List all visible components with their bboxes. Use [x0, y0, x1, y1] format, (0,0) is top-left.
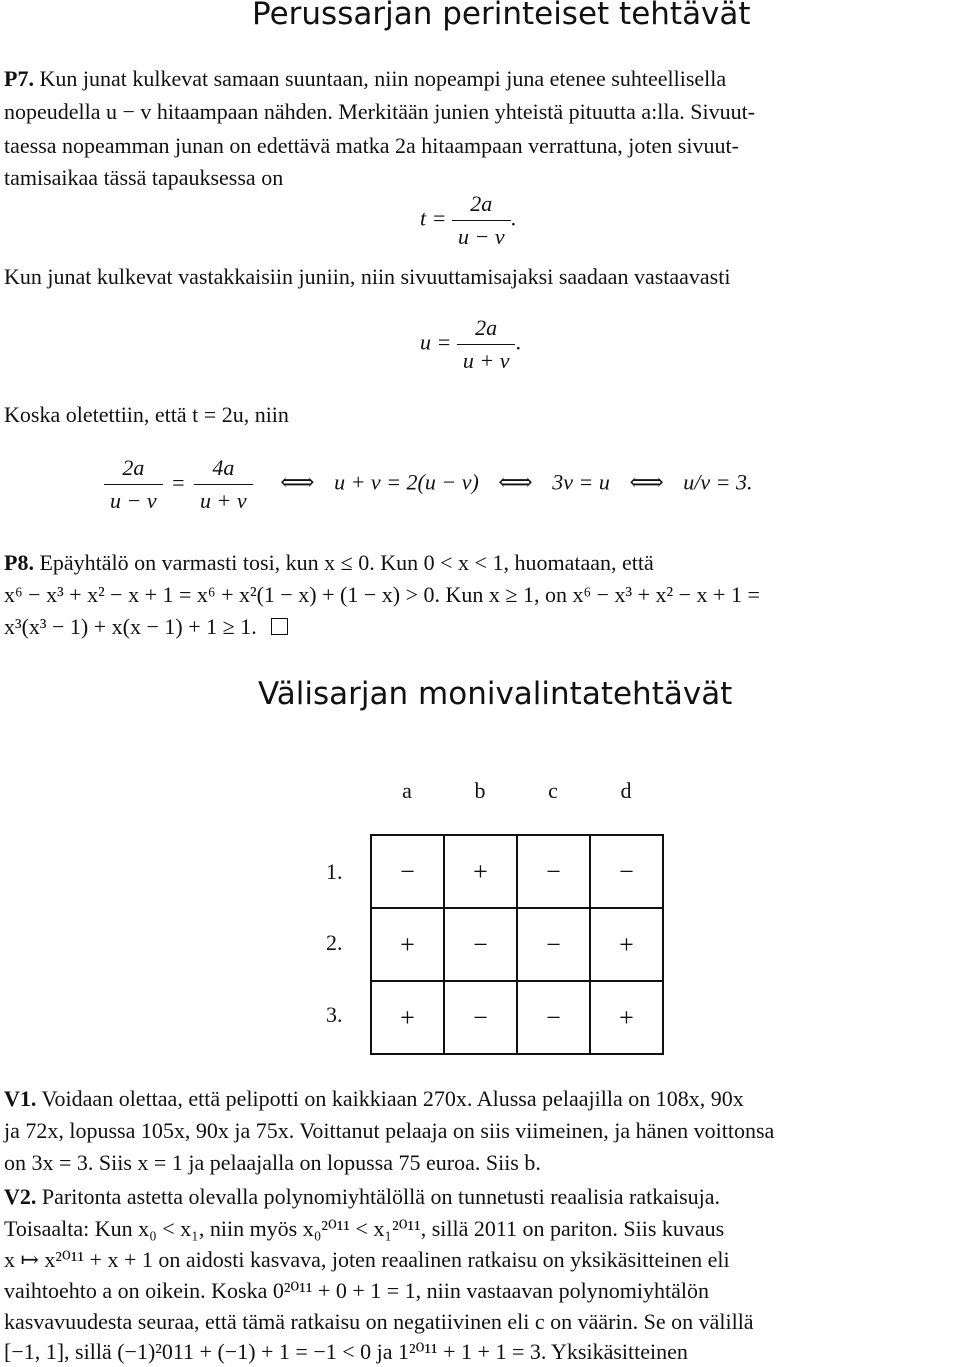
table-row [371, 981, 663, 1054]
table-cell: − [517, 835, 590, 908]
table-cell: + [371, 981, 444, 1054]
section-title: Perussarjan perinteiset tehtävät [252, 0, 751, 32]
eq-lhs: u = [420, 329, 452, 355]
problem-label: P7. [4, 66, 34, 91]
table-cell: − [444, 981, 517, 1054]
eq-step: u + v = 2(u − v) [334, 469, 479, 495]
column-header: d [620, 778, 632, 803]
p7-text: Kun junat kulkevat samaan suuntaan, niin nopeampi juna etenee suhteellisella [39, 66, 727, 91]
v2-text: Paritonta astetta olevalla polynomiyhtälöllä on tunnetusti reaalisia ratkaisuja. [41, 1184, 721, 1209]
numerator: 2a [104, 452, 163, 485]
p7-line-4: tamisaikaa tässä tapauksessa on [4, 165, 284, 190]
v1-line-2: ja 72x, lopussa 105x, 90x ja 75x. Voittanut pelaaja on siis viimeinen, ja hänen voittonsa [4, 1118, 775, 1143]
numerator: 2a [452, 188, 511, 221]
equals-sign: = [172, 469, 185, 495]
p7-line-3: taessa nopeamman junan on edettävä matka 2a hitaampaan verrattuna, joten sivuut- [4, 133, 739, 158]
table-row [371, 908, 663, 981]
table-cell: − [517, 908, 590, 981]
fraction [104, 452, 163, 517]
problem-label: P8. [4, 550, 34, 575]
table-cell: + [371, 908, 444, 981]
table-row [371, 835, 663, 908]
denominator: u − v [110, 488, 157, 513]
fraction [194, 452, 253, 517]
fraction [452, 188, 511, 253]
v2-line-3: x ↦ x²⁰¹¹ + x + 1 on aidosti kasvava, joten reaalinen ratkaisu on yksikäsitteinen eli [4, 1247, 730, 1272]
numerator: 4a [194, 452, 253, 485]
table-cell: + [590, 908, 663, 981]
v2-line-6: [−1, 1], sillä (−1)²011 + (−1) + 1 = −1 < 0 ja 1²⁰¹¹ + 1 + 1 = 3. Yksikäsitteinen [4, 1339, 688, 1364]
p8-line-3 [4, 612, 288, 642]
table-cell: − [590, 835, 663, 908]
row-label: 1. [326, 859, 343, 884]
table-cell: − [517, 981, 590, 1054]
iff-symbol: ⟺ [280, 469, 315, 496]
problem-label: V1. [4, 1086, 37, 1111]
equation-t: t = $\frac{2a}{u - v}$ . [420, 188, 516, 253]
p7-line-1 [4, 64, 726, 94]
section-title: Välisarjan monivalintatehtävät [258, 676, 733, 712]
v2-line-5: kasvavuudesta seuraa, että tämä ratkaisu on negatiivinen eli c on väärin. Se on välillä [4, 1309, 754, 1334]
p7-line-6: Koska oletettiin, että t = 2u, niin [4, 402, 289, 427]
p8-text: x³(x³ − 1) + x(x − 1) + 1 ≥ 1. [4, 614, 257, 639]
table-cell: + [444, 835, 517, 908]
column-header: a [402, 778, 412, 803]
denominator: u + v [200, 488, 247, 513]
answer-table-header [371, 778, 671, 808]
problem-label: V2. [4, 1184, 37, 1209]
row-label: 2. [326, 930, 343, 955]
eq-lhs: t = [420, 205, 447, 231]
p7-line-2: nopeudella u − v hitaampaan nähden. Merkitään junien yhteistä pituutta a:lla. Sivuut- [4, 99, 756, 124]
v1-line-1 [4, 1084, 744, 1114]
iff-symbol: ⟺ [629, 469, 664, 496]
eq-step: u/v = 3. [683, 469, 753, 495]
iff-symbol: ⟺ [498, 469, 533, 496]
v1-line-3: on 3x = 3. Siis x = 1 ja pelaajalla on lopussa 75 euroa. Siis b. [4, 1150, 541, 1175]
equation-chain [104, 452, 752, 517]
fraction [457, 312, 516, 377]
column-header: c [548, 778, 558, 803]
qed-box-icon [271, 618, 288, 635]
row-label: 3. [326, 1002, 343, 1027]
eq-step: 3v = u [552, 469, 610, 495]
table-cell: + [590, 981, 663, 1054]
v1-text: Voidaan olettaa, että pelipotti on kaikkiaan 270x. Alussa pelaajilla on 108x, 90x [41, 1086, 744, 1111]
answer-table [370, 834, 664, 1055]
table-cell: − [444, 908, 517, 981]
p8-line-2: x⁶ − x³ + x² − x + 1 = x⁶ + x²(1 − x) + (1 − x) > 0. Kun x ≥ 1, on x⁶ − x³ + x² − x + 1 = [4, 582, 760, 607]
numerator: 2a [457, 312, 516, 345]
equation-u: u = $\frac{2a}{u + v}$ . [420, 312, 521, 377]
v2-line-1 [4, 1182, 720, 1212]
v2-line-4: vaihtoehto a on oikein. Koska 0²⁰¹¹ + 0 + 1 = 1, niin vastaavan polynomiyhtälön [4, 1278, 709, 1303]
p8-line-1 [4, 548, 654, 578]
p7-line-5: Kun junat kulkevat vastakkaisiin juniin, niin sivuuttamisajaksi saadaan vastaavasti [4, 264, 731, 289]
denominator: u − v [457, 224, 505, 249]
p8-text: Epäyhtälö on varmasti tosi, kun x ≤ 0. Kun 0 < x < 1, huomataan, että [39, 550, 654, 575]
denominator: u + v [462, 348, 510, 373]
column-header: b [474, 778, 486, 803]
v2-line-2: Toisaalta: Kun x₀ < x₁, niin myös x₀²⁰¹¹ < x₁²⁰¹¹, sillä 2011 on pariton. Siis kuvaus [4, 1216, 725, 1241]
table-cell: − [371, 835, 444, 908]
